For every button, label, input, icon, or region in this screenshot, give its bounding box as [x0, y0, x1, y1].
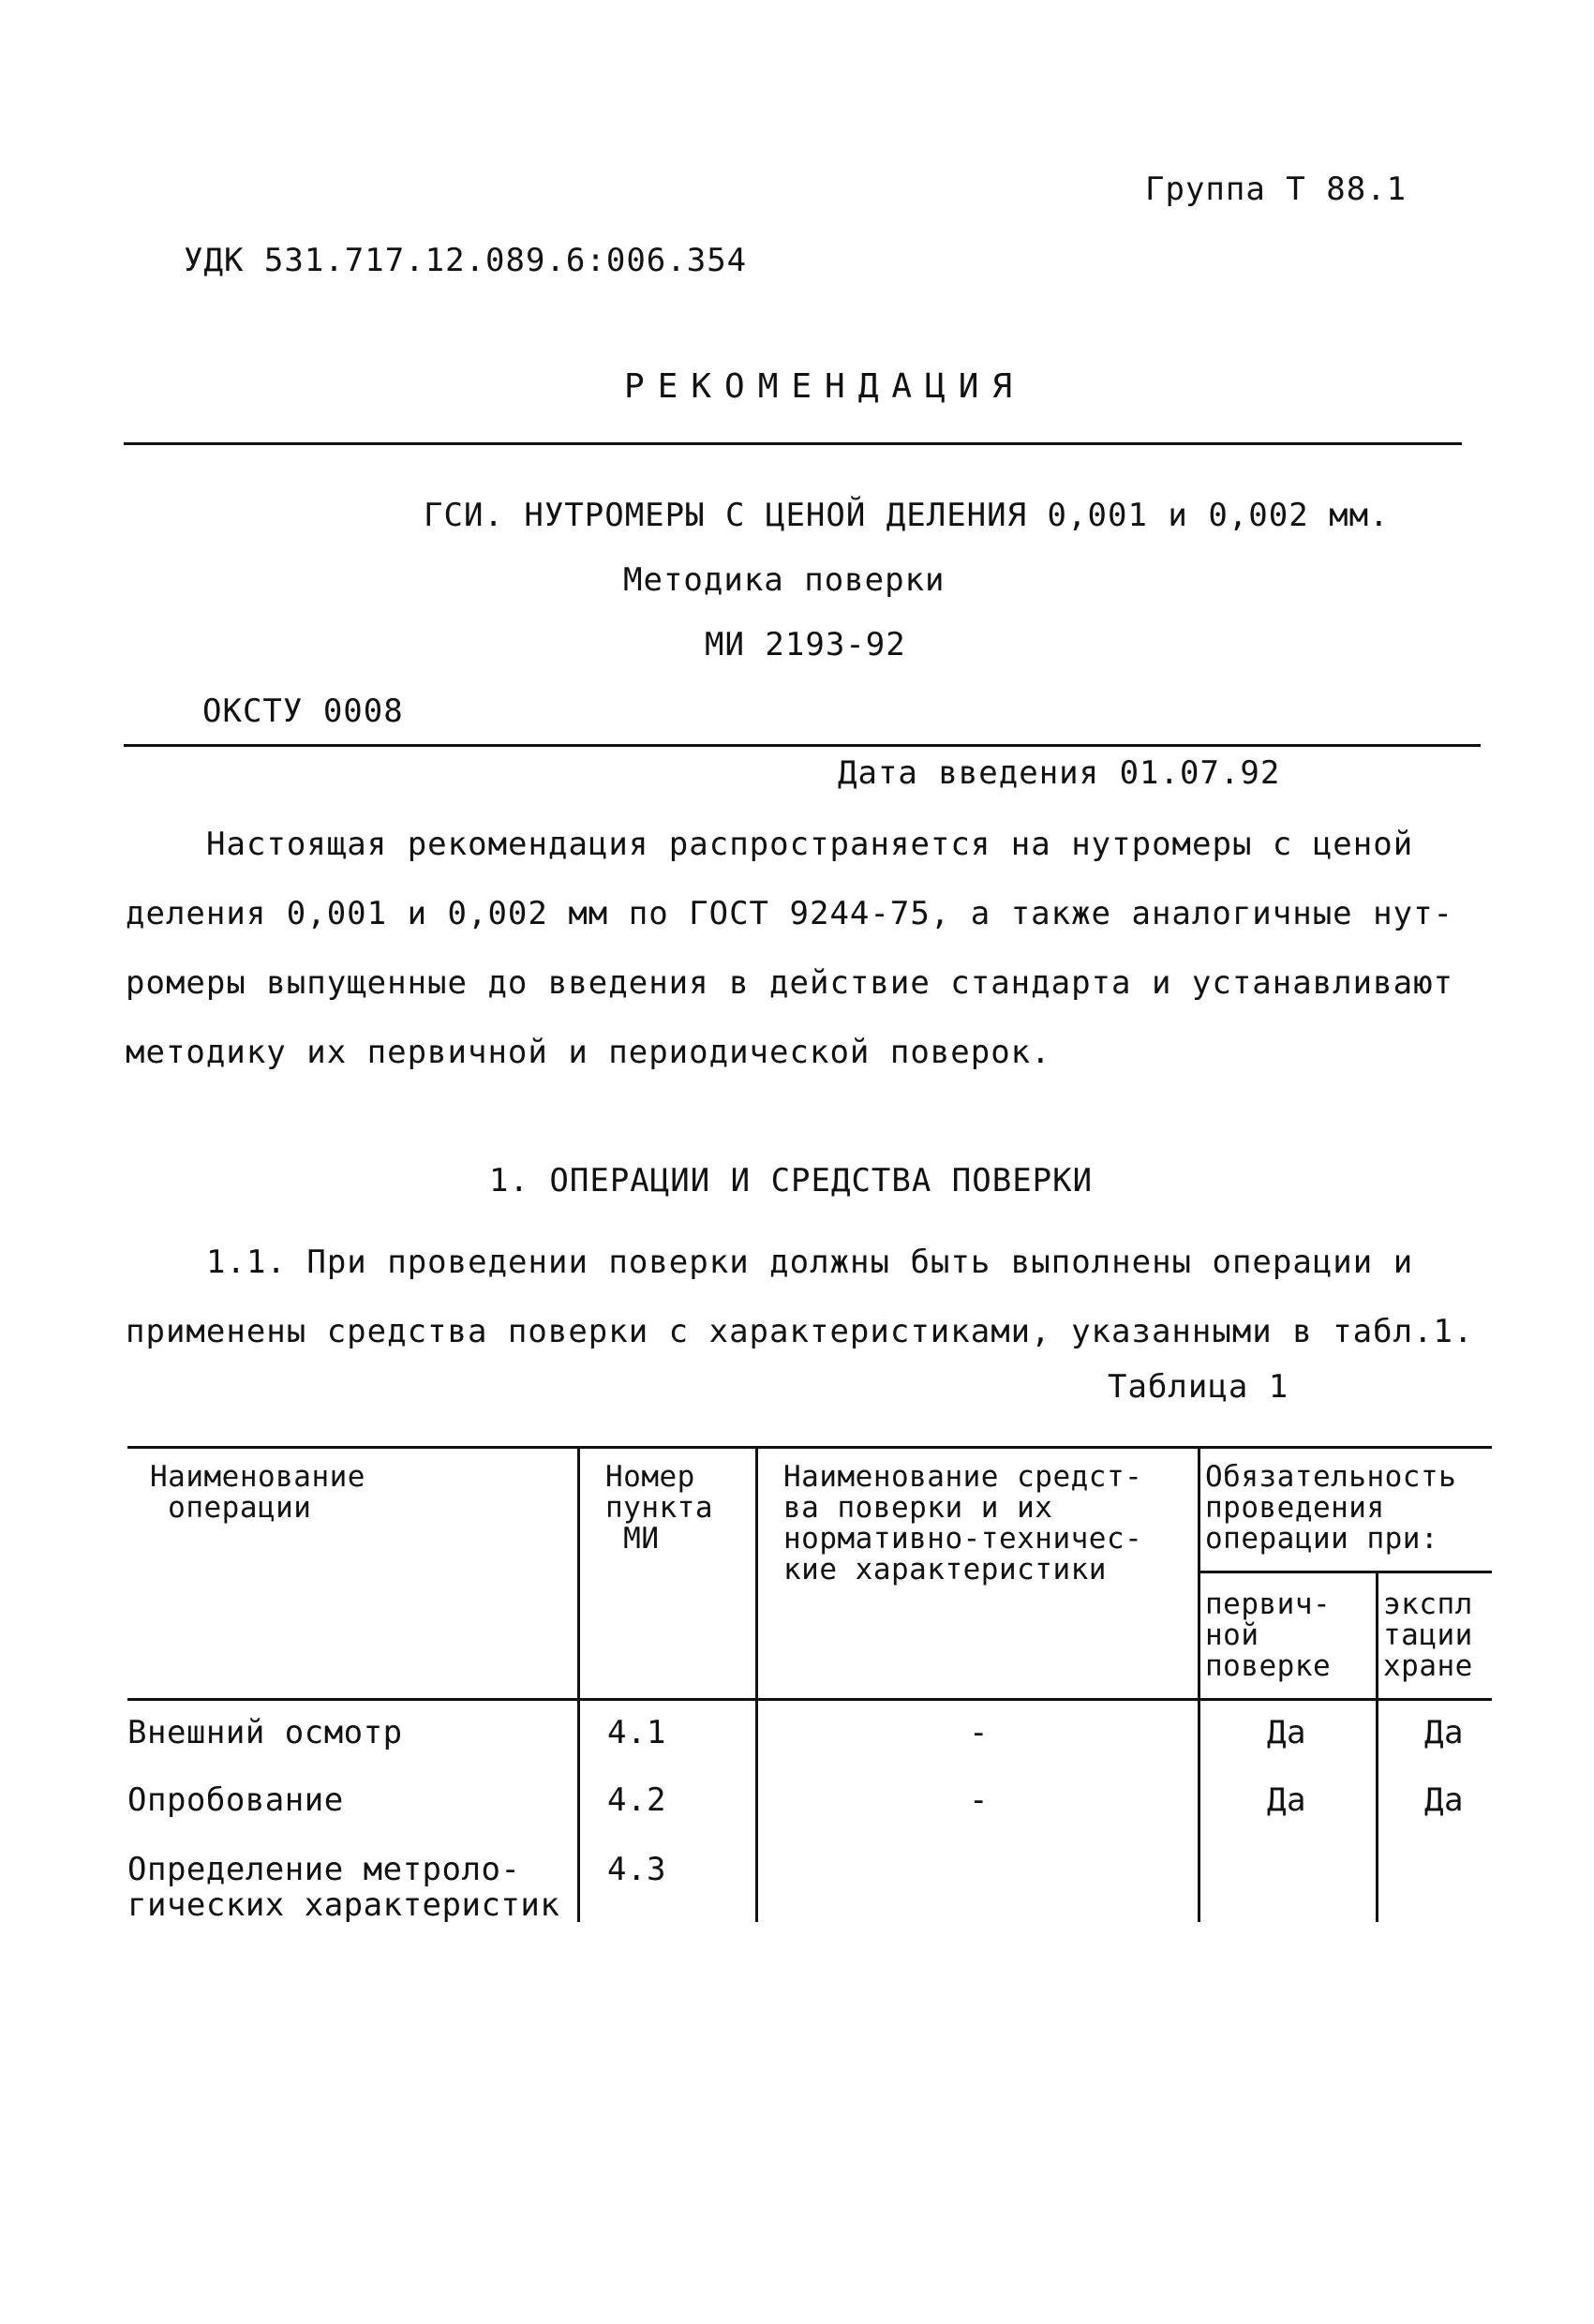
- table-cell-exploitation: Да: [1424, 1781, 1464, 1819]
- table-cell-exploitation: Да: [1424, 1714, 1464, 1751]
- table-column-rule: [577, 1446, 580, 1922]
- table-cell-primary: Да: [1267, 1781, 1306, 1819]
- table-column-rule: [755, 1446, 758, 1922]
- title-top-rule: [124, 442, 1462, 445]
- intro-line: методику их первичной и периодической поверок.: [126, 1034, 1051, 1071]
- table-subheader-rule: [1198, 1571, 1492, 1573]
- clause-line: 1.1. При проведении поверки должны быть выполнены операции и: [206, 1244, 1414, 1281]
- table-cell-primary: Да: [1267, 1714, 1306, 1751]
- table-cell-means: -: [969, 1714, 989, 1751]
- table-column-rule: [1376, 1571, 1378, 1922]
- udk-code: УДК 531.717.12.089.6:006.354: [184, 242, 748, 279]
- section-heading: 1. ОПЕРАЦИИ И СРЕДСТВА ПОВЕРКИ: [489, 1162, 1094, 1199]
- table-cell-operation: Определение метроло- гических характеристик: [127, 1851, 560, 1924]
- table-cell-item: 4.1: [607, 1714, 666, 1751]
- document-title: ГСИ. НУТРОМЕРЫ С ЦЕНОЙ ДЕЛЕНИЯ 0,001 и 0,002 мм.: [424, 497, 1390, 534]
- table-top-rule: [127, 1446, 1492, 1449]
- header-operation: Наименование операции: [150, 1460, 365, 1525]
- document-number: МИ 2193-92: [705, 626, 906, 663]
- document-subtitle: Методика поверки: [623, 561, 946, 599]
- intro-line: Настоящая рекомендация распространяется на нутромеры с ценой: [206, 826, 1414, 863]
- header-item-number: Номер пункта МИ: [605, 1460, 713, 1556]
- table-cell-means: -: [969, 1781, 989, 1819]
- table-column-rule: [1198, 1446, 1200, 1922]
- header-exploitation-storage: экспл тации хране: [1383, 1587, 1473, 1683]
- table-header-rule: [127, 1698, 1492, 1701]
- header-primary-verification: первич- ной поверке: [1205, 1587, 1332, 1683]
- table-cell-operation: Внешний осмотр: [127, 1714, 403, 1751]
- title-bottom-rule: [124, 744, 1481, 747]
- oksty-code: ОКСТУ 0008: [202, 693, 404, 730]
- clause-line: применены средства поверки с характеристиками, указанными в табл.1.: [126, 1313, 1474, 1350]
- table-cell-item: 4.3: [607, 1851, 666, 1888]
- group-label: Группа Т 88.1: [1145, 171, 1408, 208]
- clause-paragraph: [126, 1228, 1474, 1366]
- header-means: Наименование средст- ва поверки и их нормативно-техничес- кие характеристики: [783, 1460, 1143, 1587]
- intro-line: ромеры выпущенные до введения в действие стандарта и устанавливают: [126, 964, 1454, 1002]
- document-type: РЕКОМЕНДАЦИЯ: [624, 367, 1026, 406]
- intro-paragraph: [126, 810, 1466, 1087]
- intro-line: деления 0,001 и 0,002 мм по ГОСТ 9244-75, а также аналогичные нут-: [126, 895, 1454, 932]
- table-cell-operation: Опробование: [127, 1781, 344, 1819]
- table-caption: Таблица 1: [1108, 1368, 1289, 1406]
- introduction-date: Дата введения 01.07.92: [838, 754, 1281, 792]
- header-mandatory: Обязательность проведения операции при:: [1205, 1460, 1457, 1556]
- table-cell-item: 4.2: [607, 1781, 666, 1819]
